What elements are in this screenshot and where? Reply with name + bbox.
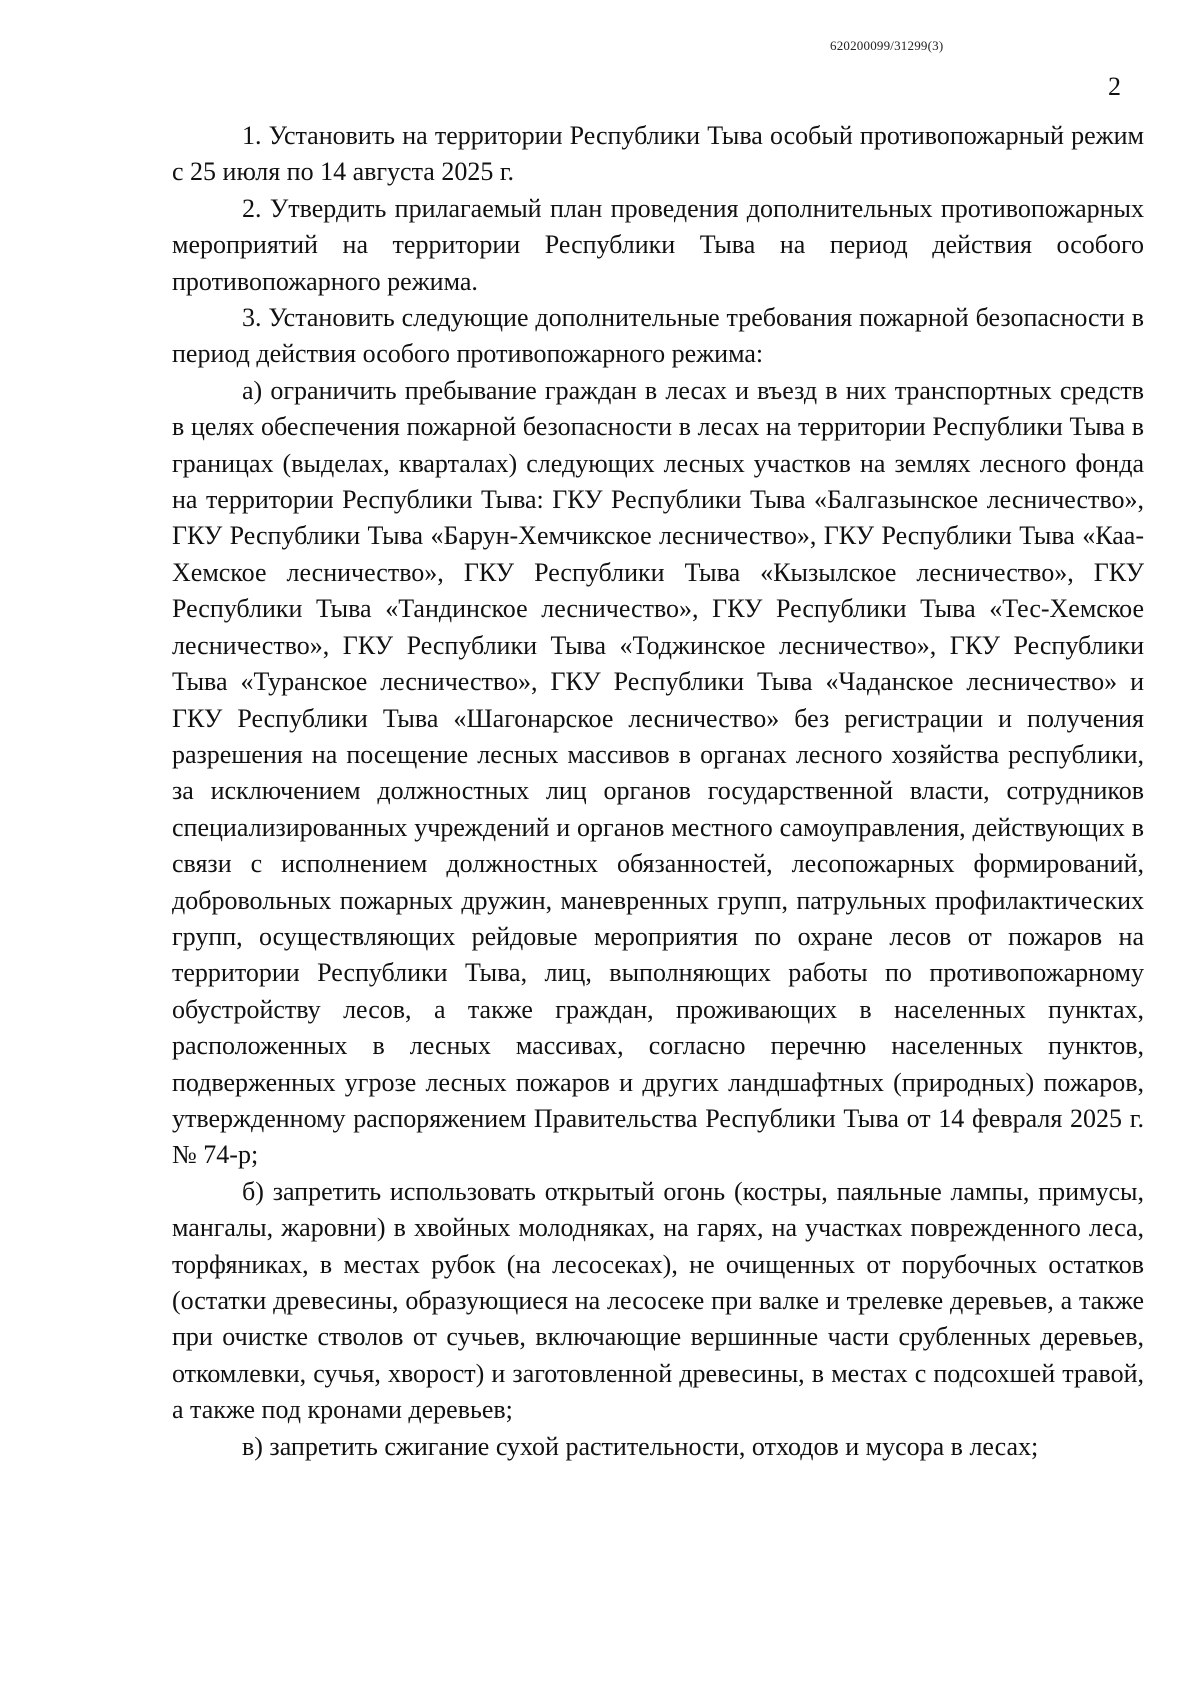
page-number: 2 [1108, 72, 1121, 101]
paragraph-item-2: 2. Утвердить прилагаемый план проведения дополнительных противопожарных мероприятий на территории Республики Тыва на период действия особого противопожарного режима. [172, 193, 1144, 296]
document-body [172, 118, 1144, 1465]
paragraph-item-3v: в) запретить сжигание сухой растительности, отходов и мусора в лесах; [242, 1431, 1039, 1461]
paragraph-item-3a: а) ограничить пребывание граждан в лесах и въезд в них транспортных средств в целях обеспечения пожарной безопасности в лесах на территории Республики Тыва в границах (выделах, кварталах) следующих лесных участков на землях лесного фонда на территории Республики Тыва: ГКУ Республики Тыва «Балгазынское лесничество», ГКУ Республики Тыва «Барун-Хемчикское лесничество», ГКУ Республики Тыва «Каа-Хемское лесничество», ГКУ Республики Тыва «Кызылское лесничество», ГКУ Республики Тыва «Тандинское лесничество», ГКУ Республики Тыва «Тес-Хемское лесничество», ГКУ Республики Тыва «Тоджинское лесничество», ГКУ Республики Тыва «Туранское лесничество», ГКУ Республики Тыва «Чаданское лесничество» и ГКУ Республики Тыва «Шагонарское лесничество» без регистрации и получения разрешения на посещение лесных массивов в органах лесного хозяйства республики, за исключением должностных лиц органов государственной власти, сотрудников специализированных учреждений и органов местного самоуправления, действующих в связи с исполнением должностных обязанностей, лесопожарных формирований, добровольных пожарных дружин, маневренных групп, патрульных профилактических групп, осуществляющих рейдовые мероприятия по охране лесов от пожаров на территории Республики Тыва, лиц, выполняющих работы по противопожарному обустройству лесов, а также граждан, проживающих в населенных пунктах, расположенных в лесных массивах, согласно перечню населенных пунктов, подверженных угрозе лесных пожаров и других ландшафтных (природных) пожаров, утвержденному распоряжением Правительства Республики Тыва от 14 февраля 2025 г. № 74-р; [172, 375, 1144, 1170]
document-code: 620200099/31299(3) [830, 38, 944, 53]
paragraph-item-3: 3. Установить следующие дополнительные требования пожарной безопасности в период действия особого противопожарного режима: [172, 303, 1144, 369]
paragraph-item-1: 1. Установить на территории Республики Тыва особый противопожарный режим с 25 июля по 14 августа 2025 г. [172, 121, 1144, 187]
paragraph-item-3b: б) запретить использовать открытый огонь (костры, паяльные лампы, примусы, мангалы, жаровни) в хвойных молодняках, на гарях, на участках поврежденного леса, торфяниках, в местах рубок (на лесосеках), не очищенных от порубочных остатков (остатки древесины, образующиеся на лесосеке при валке и трелевке деревьев, а также при очистке стволов от сучьев, включающие вершинные части срубленных деревьев, откомлевки, сучья, хворост) и заготовленной древесины, в местах с подсохшей травой, а также под кронами деревьев; [172, 1176, 1144, 1425]
